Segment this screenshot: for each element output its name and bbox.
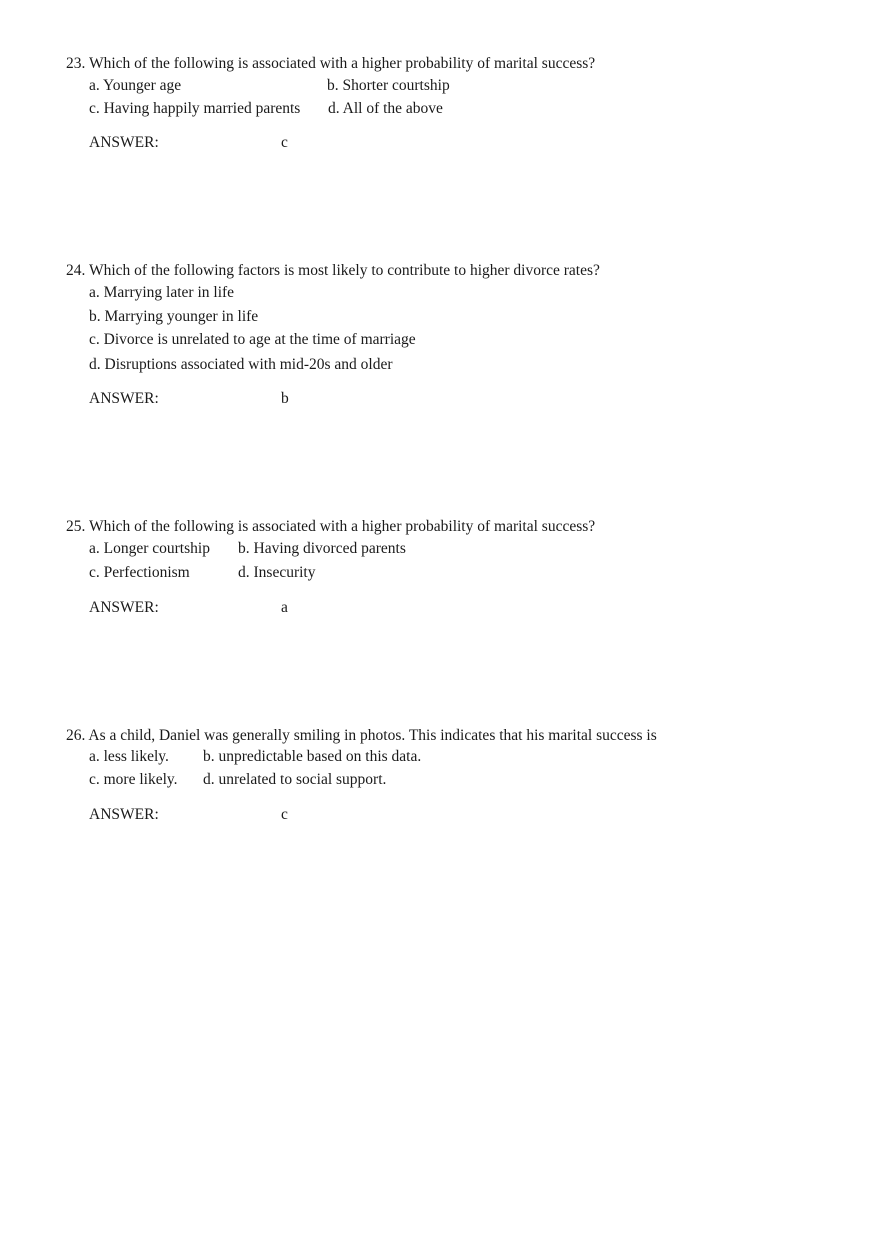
- option-b: b. Shorter courtship: [327, 77, 450, 94]
- answer-value: a: [281, 599, 288, 616]
- option-b: b. Having divorced parents: [238, 540, 406, 557]
- question-stem: 25. Which of the following is associated with a higher probability of marital success?: [66, 518, 596, 535]
- option-c: c. Divorce is unrelated to age at the time of marriage: [89, 331, 416, 348]
- question-stem: 24. Which of the following factors is most likely to contribute to higher divorce rates?: [66, 262, 600, 279]
- answer-value: c: [281, 806, 288, 823]
- option-d: d. unrelated to social support.: [203, 771, 387, 788]
- option-b: b. Marrying younger in life: [89, 308, 259, 325]
- option-c: c. Perfectionism: [89, 564, 190, 581]
- question-stem: 26. As a child, Daniel was generally smiling in photos. This indicates that his marital success is: [66, 727, 657, 744]
- option-d: d. All of the above: [328, 100, 443, 117]
- answer-label: ANSWER:: [89, 599, 159, 616]
- option-c: c. more likely.: [89, 771, 178, 788]
- option-a: a. less likely.: [89, 748, 169, 765]
- option-a: a. Marrying later in life: [89, 284, 235, 301]
- option-a: a. Longer courtship: [89, 540, 210, 557]
- answer-label: ANSWER:: [89, 806, 159, 823]
- option-d: d. Disruptions associated with mid-20s and older: [89, 356, 393, 373]
- question-stem: 23. Which of the following is associated with a higher probability of marital success?: [66, 55, 596, 72]
- option-c: c. Having happily married parents: [89, 100, 301, 117]
- option-a: a. Younger age: [89, 77, 182, 94]
- answer-label: ANSWER:: [89, 390, 159, 407]
- answer-value: b: [281, 390, 289, 407]
- answer-value: c: [281, 134, 288, 151]
- option-d: d. Insecurity: [238, 564, 316, 581]
- option-b: b. unpredictable based on this data.: [203, 748, 422, 765]
- answer-label: ANSWER:: [89, 134, 159, 151]
